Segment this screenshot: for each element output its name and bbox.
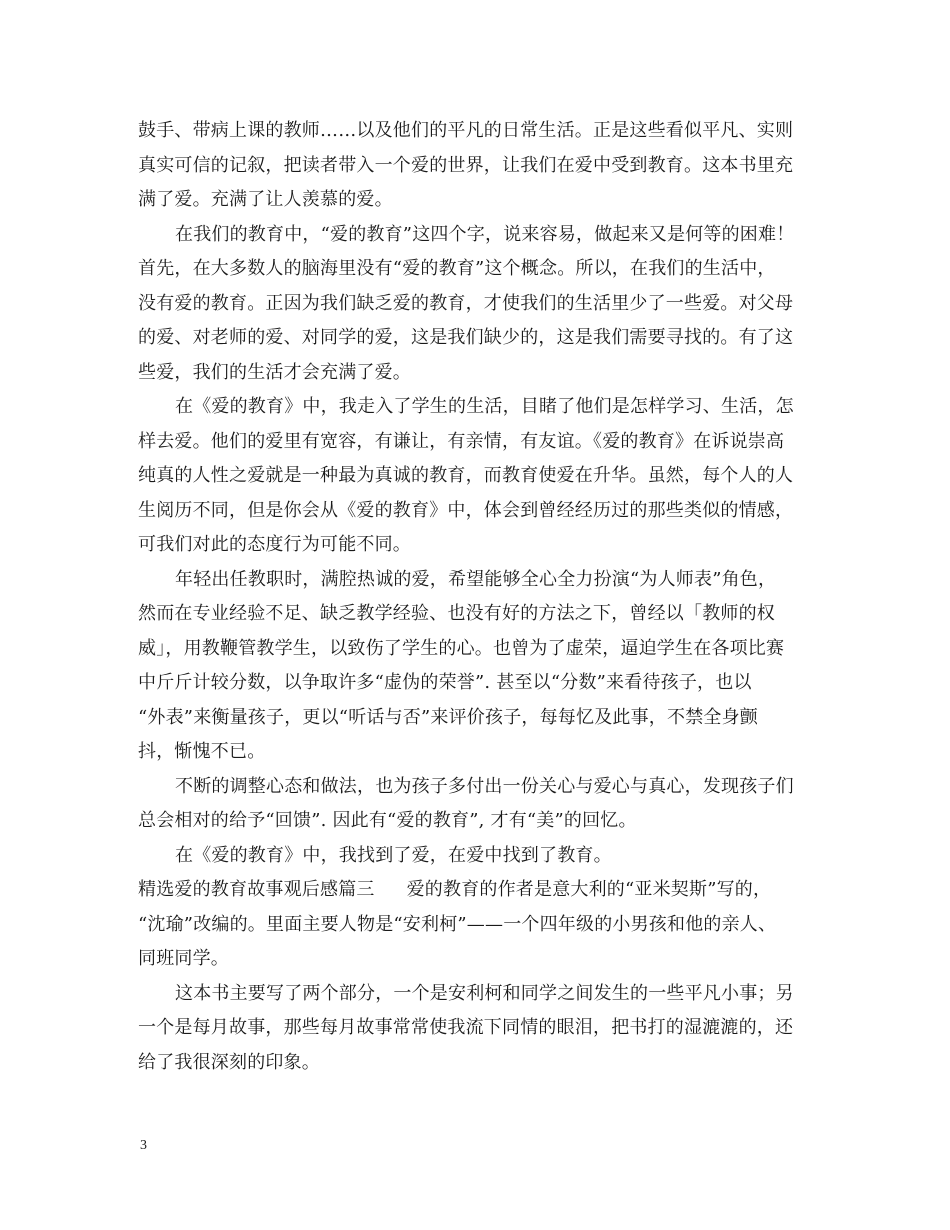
text-line: 然而在专业经验不足、缺乏教学经验、也没有好的方法之下，曾经以「教师的权 [138, 603, 775, 624]
text-line: 在我们的教育中，“爱的教育”这四个字，说来容易，做起来又是何等的困难！ [175, 223, 795, 245]
text-line: 同班同学。 [138, 948, 229, 969]
text-line: “沈瑜”改编的。里面主要人物是“安利柯”——一个四年级的小男孩和他的亲人、 [138, 913, 777, 935]
page-number: 3 [140, 1138, 147, 1153]
document-body [138, 114, 828, 1080]
text-line: 的爱、对老师的爱、对同学的爱，这是我们缺少的，这是我们需要寻找的。有了这 [138, 327, 794, 348]
text-line: 总会相对的给予“回馈”. 因此有“爱的教育”, 才有“美”的回忆。 [138, 810, 637, 831]
section-heading-title: 精选爱的教育故事观后感篇三 [138, 879, 375, 900]
text-line: 没有爱的教育。正因为我们缺乏爱的教育，才使我们的生活里少了一些爱。对父母 [138, 292, 794, 314]
text-line: 一个是每月故事，那些每月故事常常使我流下同情的眼泪，把书打的湿漉漉的，还 [138, 1017, 794, 1038]
text-line: 可我们对此的态度行为可能不同。 [138, 534, 411, 555]
text-line: 真实可信的记叙，把读者带入一个爱的世界，让我们在爱中受到教育。这本书里充 [138, 154, 794, 176]
text-line: 威」，用教鞭管教学生，以致伤了学生的心。也曾为了虚荣，逼迫学生在各项比赛 [138, 637, 785, 659]
section-heading-text: 爱的教育的作者是意大利的“亚米契斯”写的， [406, 879, 772, 900]
text-line: 不断的调整心态和做法，也为孩子多付出一份关心与爱心与真心，发现孩子们 [175, 775, 794, 797]
text-line: 在《爱的教育》中，我走入了学生的生活，目睹了他们是怎样学习、生活，怎 [175, 396, 794, 417]
text-line: 生阅历不同，但是你会从《爱的教育》中，体会到曾经经历过的那些类似的情感， [138, 499, 794, 521]
text-line: 鼓手、带病上课的教师……以及他们的平凡的日常生活。正是这些看似平凡、实则 [138, 120, 794, 141]
text-line: “外表”来衡量孩子，更以“听话与否”来评价孩子，每每忆及此事，不禁全身颤 [138, 706, 759, 728]
text-line: 给了我很深刻的印象。 [138, 1051, 320, 1073]
text-line: 纯真的人性之爱就是一种最为真诚的教育，而教育使爱在升华。虽然，每个人的人 [138, 465, 794, 486]
text-line: 抖，惭愧不已。 [138, 741, 266, 762]
text-line: 满了爱。充满了让人羡慕的爱。 [138, 189, 393, 210]
text-line: 首先，在大多数人的脑海里没有“爱的教育”这个概念。所以，在我们的生活中， [138, 258, 776, 279]
body-lines-after [138, 908, 828, 1081]
text-line: 样去爱。他们的爱里有宽容，有谦让，有亲情，有友谊。《爱的教育》在诉说崇高 [138, 430, 785, 452]
text-line: 年轻出任教职时，满腔热诚的爱，希望能够全心全力扮演“为人师表”角色， [175, 568, 777, 590]
text-line: 些爱，我们的生活才会充满了爱。 [138, 361, 411, 383]
section-heading-line [138, 873, 828, 908]
text-line: 这本书主要写了两个部分，一个是安利柯和同学之间发生的一些平凡小事；另 [175, 982, 794, 1004]
text-line: 在《爱的教育》中，我找到了爱，在爱中找到了教育。 [175, 844, 612, 866]
text-line: 中斤斤计较分数，以争取许多“虚伪的荣誉”. 甚至以“分数”来看待孩子，也以 [138, 672, 752, 693]
body-lines [138, 114, 828, 873]
